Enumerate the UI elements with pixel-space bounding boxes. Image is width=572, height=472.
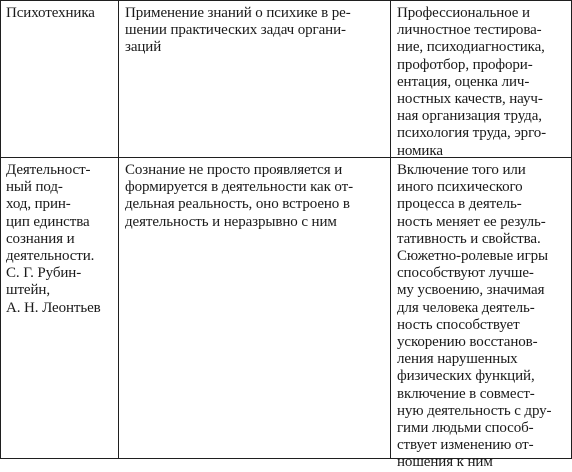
column-divider-1 xyxy=(118,0,119,459)
table-cell-activity-approach: Деятельност- ный под- ход, прин- цип единства сознания и деятельности. С. Г. Рубин- штейн, А. Н. Леонтьев xyxy=(6,162,101,316)
table-cell-inclusion: Включение того или иного психического процесса в деятель- ность меняет ее резуль- тативность и свойства. Сюжетно-ролевые игры способствуют лучше- му усвоению, значимая для человека деятель- ность способствует ускорению восстанов- ления нарушенных физических функций, включение в совмест- ную деятельность с дру- гими людьми способ- ствует изменению от- ношения к ним xyxy=(397,162,552,471)
column-divider-2 xyxy=(390,0,391,459)
table-border-top xyxy=(0,0,572,1)
table-cell-psychotechnics: Психотехника xyxy=(6,5,95,21)
table-cell-testing: Профессиональное и личностное тестирова- ние, психодиагностика, профотбор, профори- ентация, оценка лич- ностных качеств, науч- ная организация труда, психология труда, эрго- номика xyxy=(397,5,547,159)
table-cell-application: Применение знаний о психике в ре- шении практических задач органи- заций xyxy=(125,5,351,56)
table-cell-consciousness: Сознание не просто проявляется и формируется в деятельности как от- дельная реальность, оно встроено в деятельность и неразрывно с ним xyxy=(125,162,353,230)
table-border-left xyxy=(0,0,1,459)
